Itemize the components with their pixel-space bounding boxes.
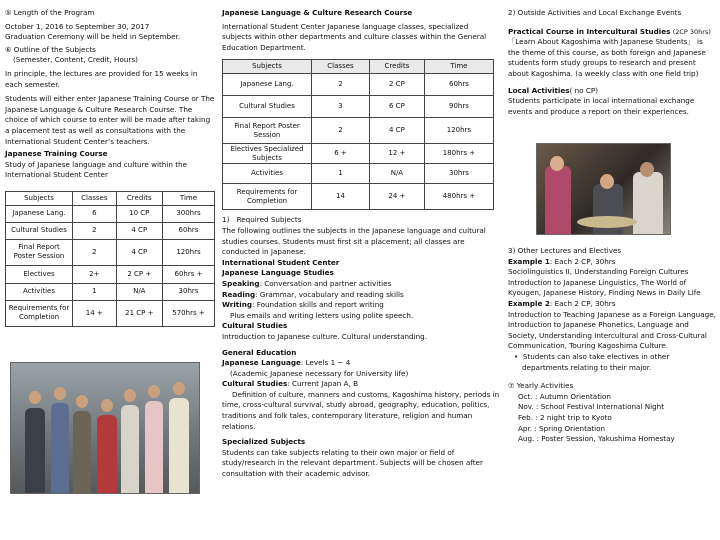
japanese-language-label: Japanese Language [222, 358, 301, 368]
cultural-studies-2-line [222, 379, 500, 390]
table-cell: Cultural Studies [6, 222, 73, 239]
table-header-row [223, 60, 494, 74]
japanese-language-note: (Academic Japanese necessary for University life) [230, 368, 409, 378]
cultural-studies-2-label: Cultural Studies [222, 379, 288, 389]
speaking-label: Speaking [222, 278, 260, 288]
table-cell: Final Report Poster Session [223, 118, 312, 144]
table-row [6, 222, 215, 239]
group-photo-image [10, 362, 200, 494]
reading-line [222, 290, 500, 301]
cultural-studies-2-body: Definition of culture, manners and customs, Kagoshima history, periods in time, cross-cultural survival, study abroad, geography, education, politics, traditions and folk tales, contemporary literature, religion and human relations. [222, 389, 500, 431]
table-row [223, 164, 494, 184]
example-2-line [508, 299, 716, 310]
practical-course-cp: (2CP 30hrs) [672, 27, 711, 36]
table-cell: 4 CP [116, 239, 162, 265]
table-row [6, 265, 215, 283]
reading-label: Reading [222, 289, 256, 299]
left-column [5, 0, 215, 540]
table-cell: Activities [223, 164, 312, 184]
practical-course-label: Practical Course in Intercultural Studies [508, 26, 671, 36]
specialized-text: Students can take subjects relating to their own major or field of study/research in the relevant department. Subjects will be chosen after consultation with their academic advisor. [222, 447, 483, 479]
yearly-item: Nov. : School Festival International Night [518, 402, 665, 412]
table-cell: 2 CP + [116, 265, 162, 283]
japanese-language-text: : Levels 1 ~ 4 [300, 358, 351, 368]
required-text: The following outlines the subjects in the Japanese language and cultural studies courses. Students must first sit a placement; all classes are conducted in Japanese. [222, 225, 486, 257]
table-header-row [6, 191, 215, 205]
table-row [6, 300, 215, 326]
jls-heading: Japanese Language Studies [222, 268, 334, 278]
table-cell: 4 CP [116, 222, 162, 239]
example-1-cp: : Each 2 CP, 30hrs [549, 256, 616, 266]
electives-bullet-text: Students can also take electives in other departments relating to their major. [522, 351, 670, 372]
table-cell: Cultural Studies [223, 96, 312, 118]
writing-extra: Plus emails and writing letters using polite speech. [230, 310, 414, 320]
table-cell: 6 [73, 205, 117, 222]
other-lectures-block [508, 246, 716, 445]
japanese-language-line [222, 358, 500, 369]
outline-sub: (Semester, Content, Credit, Hours) [13, 55, 138, 65]
jlcr-table [222, 59, 494, 210]
table-cell: 60hrs [162, 222, 214, 239]
table-cell: 14 [312, 184, 370, 210]
table-row [223, 74, 494, 96]
table-cell: 480hrs + [424, 184, 493, 210]
required-heading: 1) Required Subjects [222, 215, 302, 225]
right-column [508, 0, 716, 540]
table-header: Classes [312, 60, 370, 74]
table-cell: 2+ [73, 265, 117, 283]
table-cell: 12 + [369, 144, 424, 164]
table-cell: 180hrs + [424, 144, 493, 164]
table-cell: 120hrs [424, 118, 493, 144]
table-row [223, 118, 494, 144]
table-row [6, 205, 215, 222]
example-2-label: Example 2 [508, 298, 550, 308]
jtc-text: Study of Japanese language and culture within the International Student Center [5, 159, 187, 180]
table-cell: N/A [369, 164, 424, 184]
table-cell: 1 [312, 164, 370, 184]
example-1-line [508, 257, 716, 268]
local-activities-line [508, 86, 716, 97]
yearly-item: Oct. : Autumn Orientation [518, 391, 611, 401]
table-cell: 60hrs + [162, 265, 214, 283]
yearly-heading: ⑦ Yearly Activities [508, 381, 574, 391]
yearly-item: Apr. : Spring Orientation [518, 423, 606, 433]
local-activities-label: Local Activities [508, 85, 570, 95]
table-cell: Requirements for Completion [6, 300, 73, 326]
table-cell: 570hrs + [162, 300, 214, 326]
table-cell: 2 [312, 74, 370, 96]
isc-heading: International Student Center [222, 257, 340, 267]
table-row [6, 239, 215, 265]
speaking-line [222, 279, 500, 290]
outline-paragraph-1: In principle, the lectures are provided for 15 weeks in each semester. [5, 68, 198, 89]
table-header: Time [162, 191, 214, 205]
cultural-studies-text: Introduction to Japanese culture. Cultural understanding. [222, 331, 428, 341]
table-cell: 90hrs [424, 96, 493, 118]
table-cell: Electives [6, 265, 73, 283]
table-cell: N/A [116, 283, 162, 300]
table-cell: Electives Specialized Subjects [223, 144, 312, 164]
writing-text: : Foundation skills and report writing [251, 300, 384, 310]
speaking-text: : Conversation and partner activities [259, 278, 392, 288]
table-cell: 6 CP [369, 96, 424, 118]
table-header: Credits [369, 60, 424, 74]
table-header: Classes [73, 191, 117, 205]
table-row [223, 184, 494, 210]
length-text: October 1, 2016 to September 30, 2017 Graduation Ceremony will be held in September. [5, 21, 181, 42]
example-1-label: Example 1 [508, 256, 550, 266]
outline-paragraph-2: Students will either enter Japanese Training Course or The Japanese Language & Culture Research Course. The choice of which course to enter will be made after taking a placement test as well as consultations with the International Student Center’s teachers. [5, 94, 215, 146]
general-education-heading: General Education [222, 347, 297, 357]
local-activities-text: Students participate in local international exchange events and produce a report on their experiences. [508, 96, 695, 116]
table-row [6, 283, 215, 300]
table-cell: 2 [73, 239, 117, 265]
table-cell: 4 CP [369, 118, 424, 144]
yearly-item: Feb. : 2 night trip to Kyoto [518, 412, 612, 422]
table-cell: 30hrs [162, 283, 214, 300]
other-heading: 3) Other Lectures and Electives [508, 246, 622, 255]
table-header: Time [424, 60, 493, 74]
table-header: Subjects [6, 191, 73, 205]
practical-course-line [508, 27, 716, 38]
writing-label: Writing [222, 300, 252, 310]
yearly-item: Aug. : Poster Session, Yakushima Homestay [518, 434, 675, 444]
table-cell: Activities [6, 283, 73, 300]
table-cell: 60hrs [424, 74, 493, 96]
jlcr-heading: Japanese Language & Culture Research Course [222, 8, 413, 17]
table-cell: 3 [312, 96, 370, 118]
jlcr-intro: International Student Center Japanese language classes, specialized subjects within other departments and culture classes within the General Education Department. [222, 21, 487, 52]
example-2-text: Introduction to Teaching Japanese as a Foreign Language, Introduction to Japanese Phonetics, Language and Society, Understanding Intercultural and Cross-Cultural Communication, Touring Kagoshima Culture. [508, 309, 716, 351]
specialized-heading: Specialized Subjects [222, 437, 306, 447]
table-cell: Japanese Lang. [6, 205, 73, 222]
outside-heading: 2) Outside Activities and Local Exchange Events [508, 8, 682, 17]
practical-course-text: 「Learn About Kagoshima with Japanese Students」 is the theme of this course, as both foreign and Japanese students form study groups to research and present about Kagoshima. (a weekly class with one field trip) [508, 37, 706, 78]
table-cell: 120hrs [162, 239, 214, 265]
example-2-cp: : Each 2 CP, 30hrs [549, 298, 616, 308]
jtc-table [5, 191, 215, 327]
electives-bullet: • Students can also take electives in other departments relating to their major. [514, 351, 670, 372]
table-cell: 6 + [312, 144, 370, 164]
cultural-studies-heading: Cultural Studies [222, 321, 288, 331]
table-row [223, 96, 494, 118]
cultural-studies-2-text: : Current Japan A, B [287, 379, 358, 389]
table-cell: 14 + [73, 300, 117, 326]
table-cell: Requirements for Completion [223, 184, 312, 210]
table-cell: 2 [73, 222, 117, 239]
table-cell: 1 [73, 283, 117, 300]
table-header: Subjects [223, 60, 312, 74]
table-cell: 2 CP [369, 74, 424, 96]
table-header: Credits [116, 191, 162, 205]
local-activities-cp: ( no CP) [569, 85, 599, 95]
outline-heading: ⑥ Outline of the Subjects [5, 44, 96, 54]
jtc-heading: Japanese Training Course [5, 149, 108, 159]
middle-column [222, 0, 500, 540]
table-cell: 300hrs [162, 205, 214, 222]
table-cell: 10 CP [116, 205, 162, 222]
table-row [223, 144, 494, 164]
writing-line [222, 300, 500, 311]
table-cell: 24 + [369, 184, 424, 210]
cooking-photo-image [536, 143, 671, 235]
table-cell: 2 [312, 118, 370, 144]
table-cell: Final Report Poster Session [6, 239, 73, 265]
table-cell: Japanese Lang. [223, 74, 312, 96]
table-cell: 30hrs [424, 164, 493, 184]
length-heading: ⑤ Length of the Program [5, 8, 95, 17]
table-cell: 21 CP + [116, 300, 162, 326]
reading-text: : Grammar, vocabulary and reading skills [255, 289, 404, 299]
example-1-text: Sociolinguistics II, Understanding Foreign Cultures Introduction to Japanese Linguistics, The World of Kyougen, Japanese History, Finding News in Daily Life [508, 267, 701, 298]
